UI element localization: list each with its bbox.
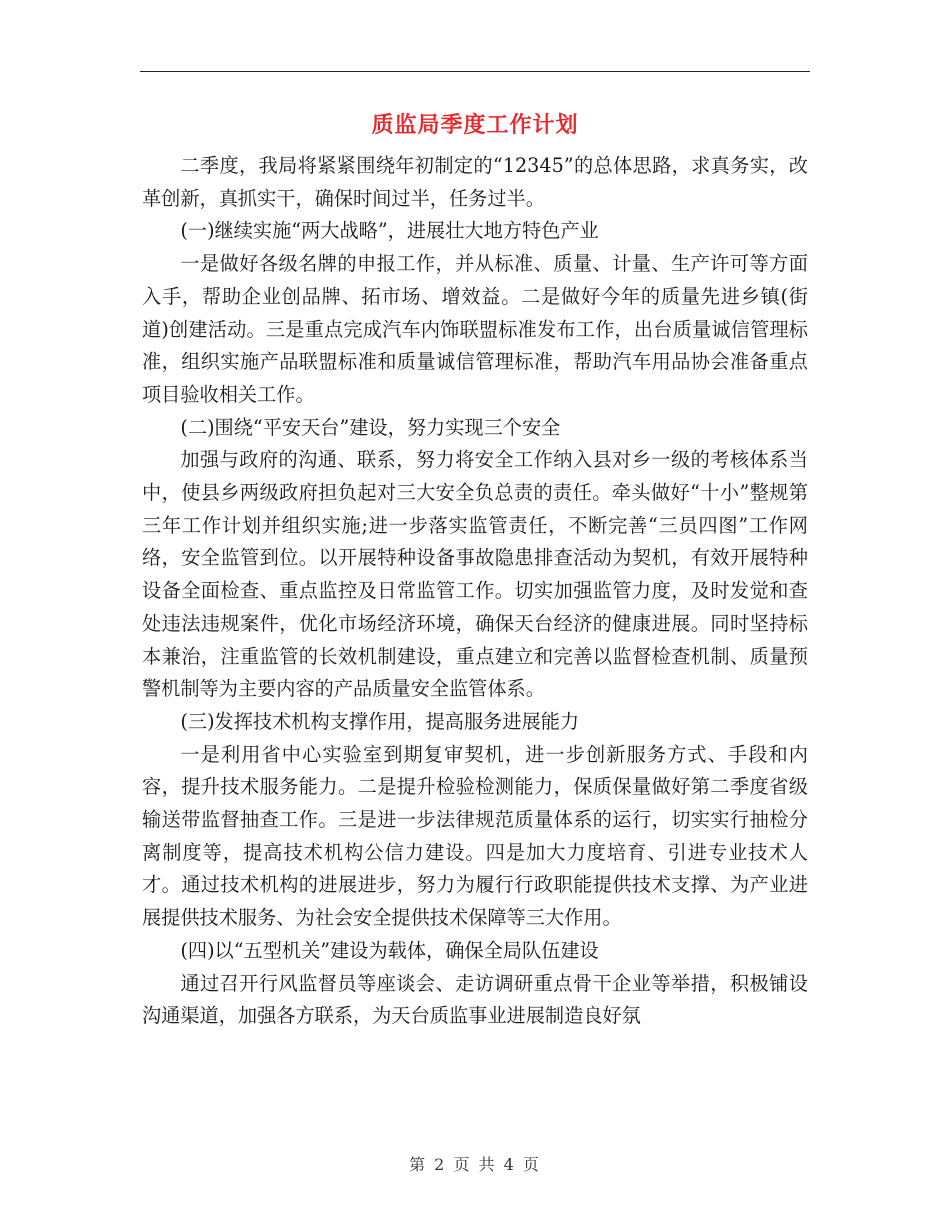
page-number-footer: 第 2 页 共 4 页: [409, 1155, 541, 1174]
document-title: 质监局季度工作计划: [371, 112, 579, 138]
document-body: [142, 150, 808, 1033]
section-heading-3: (三)发挥技术机构支撑作用，提高服务进展能力: [180, 709, 580, 733]
paragraph-section-2: 加强与政府的沟通、联系，努力将安全工作纳入县对乡一级的考核体系当中，使县乡两级政府担负起对三大安全负总责的责任。牵头做好“十小”整规第三年工作计划并组织实施;进一步落实监管责任，不断完善“三员四图”工作网络，安全监管到位。以开展特种设备事故隐患排查活动为契机，有效开展特种设备全面检查、重点监控及日常监管工作。切实加强监管力度，及时发觉和查处违法违规案件，优化市场经济环境，确保天台经济的健康进展。同时坚持标本兼治，注重监管的长效机制建设，重点建立和完善以监督检查机制、质量预警机制等为主要内容的产品质量安全监管体系。: [142, 448, 808, 701]
header-rule: [140, 71, 810, 72]
section-heading-4: (四)以“五型机关”建设为载体，确保全局队伍建设: [180, 938, 599, 962]
paragraph-section-3: 一是利用省中心实验室到期复审契机，进一步创新服务方式、手段和内容，提升技术服务能力。二是提升检验检测能力，保质保量做好第二季度省级输送带监督抽查工作。三是进一步法律规范质量体系的运行，切实实行抽检分离制度等，提高技术机构公信力建设。四是加大力度培育、引进专业技术人才。通过技术机构的进展进步，努力为履行行政职能提供技术支撑、为产业进展提供技术服务、为社会安全提供技术保障等三大作用。: [142, 742, 808, 930]
paragraph-intro: 二季度，我局将紧紧围绕年初制定的“12345”的总体思路，求真务实，改革创新，真抓实干，确保时间过半，任务过半。: [142, 154, 808, 210]
paragraph-section-1: 一是做好各级名牌的申报工作，并从标准、质量、计量、生产许可等方面入手，帮助企业创品牌、拓市场、增效益。二是做好今年的质量先进乡镇(街道)创建活动。三是重点完成汽车内饰联盟标准发布工作，出台质量诚信管理标准，组织实施产品联盟标准和质量诚信管理标准，帮助汽车用品协会准备重点项目验收相关工作。: [142, 252, 808, 406]
paragraph-section-4: 通过召开行风监督员等座谈会、走访调研重点骨干企业等举措，积极铺设沟通渠道，加强各方联系，为天台质监事业进展制造良好氛: [142, 971, 808, 1028]
section-heading-2: (二)围绕“平安天台”建设，努力实现三个安全: [180, 415, 561, 439]
section-heading-1: (一)继续实施“两大战略”，进展壮大地方特色产业: [180, 219, 599, 243]
